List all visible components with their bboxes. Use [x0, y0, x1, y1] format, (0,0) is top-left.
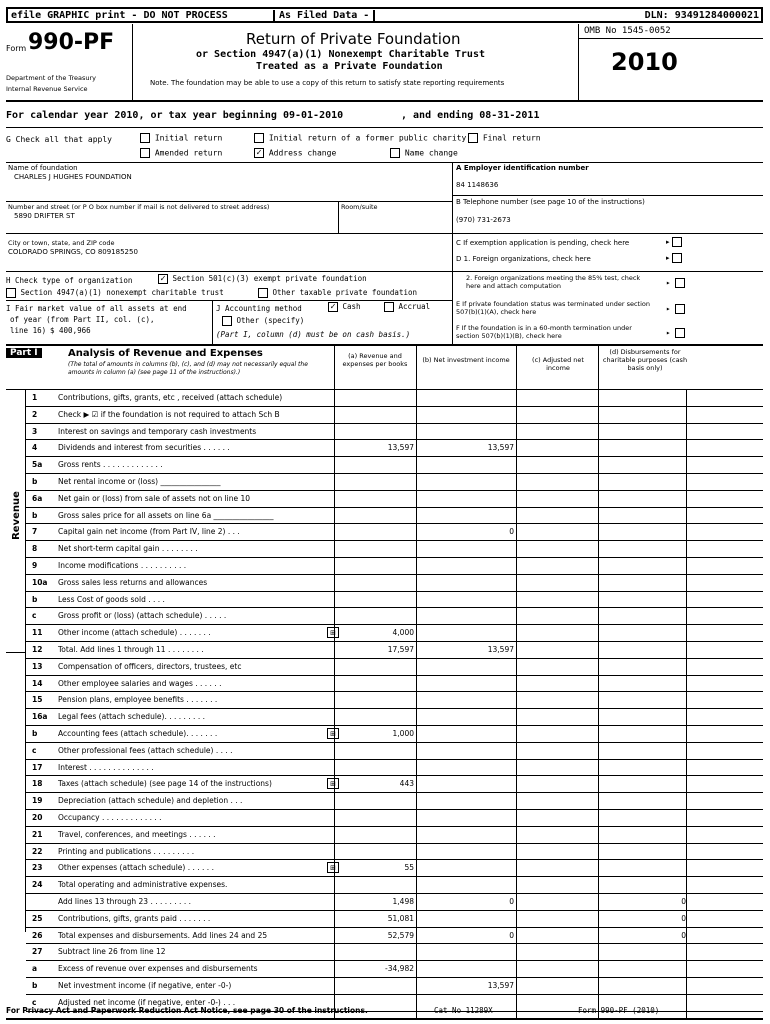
row-number: b — [32, 729, 38, 738]
dln-text: DLN: 93491284000021 — [644, 10, 759, 21]
row-number: 8 — [32, 544, 38, 554]
form-prefix: Form — [6, 44, 27, 53]
row-number: 22 — [32, 846, 43, 856]
col-d-value: 0 — [681, 913, 686, 923]
f-label: F If the foundation is in a 60-month termination under section 507(b)(1)(B), check here — [456, 324, 632, 340]
row-number: 3 — [32, 426, 38, 436]
form-note: Note. The foundation may be able to use a copy of this return to satisfy state reporting requirements — [150, 79, 505, 87]
attachment-icon[interactable]: ⊞ — [327, 627, 339, 638]
table-row — [26, 424, 763, 441]
h-opt2-check[interactable]: Section 4947(a)(1) nonexempt charitable trust — [6, 288, 224, 298]
row-number: 26 — [32, 930, 43, 940]
name-change-check[interactable]: Name change — [390, 148, 458, 158]
d2-label: 2. Foreign organizations meeting the 85% test, check here and attach computation — [466, 274, 641, 290]
i-line3: line 16) — [10, 326, 47, 335]
row-number: c — [32, 997, 37, 1007]
col-a-value: 17,597 — [387, 645, 414, 654]
filed-text: As Filed Data - — [273, 10, 375, 21]
row-label: Income modifications . . . . . . . . . . — [58, 561, 187, 570]
c-label: C If exemption application is pending, check here — [456, 239, 630, 247]
row-label: Add lines 13 through 23 . . . . . . . . . — [58, 897, 191, 906]
row-number: b — [32, 594, 38, 604]
row-label: Interest . . . . . . . . . . . . . . — [58, 762, 154, 772]
e-check[interactable]: ▸ — [666, 304, 685, 314]
row-label: Net gain or (loss) from sale of assets not on line 10 — [58, 493, 251, 503]
col-b-value: 0 — [509, 930, 514, 940]
row-number: b — [32, 981, 38, 990]
row-number: 5a — [32, 460, 43, 470]
e-label: E If private foundation status was terminated under section 507(b)(1)(A), check here — [456, 300, 651, 316]
g-label: G Check all that apply — [6, 135, 112, 144]
dept-line2: Internal Revenue Service — [6, 85, 88, 93]
col-d-value: 0 — [681, 897, 686, 906]
col-c-header: (c) Adjusted net income — [532, 356, 584, 372]
d1-label: D 1. Foreign organizations, check here — [456, 255, 591, 263]
city-state-zip: COLORADO SPRINGS, CO 809185250 — [8, 248, 138, 256]
h-opt1-check[interactable]: ✓ Section 501(c)(3) exempt private foundation — [158, 274, 367, 284]
row-number: 17 — [32, 762, 43, 772]
row-number: c — [32, 745, 37, 755]
row-label: Contributions, gifts, grants, etc , received (attach schedule) — [58, 393, 283, 402]
row-label: Gross rents . . . . . . . . . . . . . — [58, 460, 163, 470]
row-number: b — [32, 477, 38, 486]
col-b-value: 13,597 — [487, 981, 514, 990]
calendar-line — [6, 106, 763, 128]
row-label: Capital gain net income (from Part IV, line 2) . . . — [58, 527, 240, 537]
table-row — [26, 608, 763, 625]
col-a-header: (a) Revenue and expenses per books — [342, 352, 408, 368]
street-label: Number and street (or P O box number if mail is not delivered to street address) — [8, 203, 270, 211]
table-row — [26, 894, 763, 911]
table-row — [26, 827, 763, 844]
row-number: 4 — [32, 443, 38, 453]
form-subtitle2: Treated as a Private Foundation — [256, 61, 443, 72]
row-label: Occupancy . . . . . . . . . . . . . — [58, 813, 162, 822]
row-label: Net investment income (if negative, enter -0-) — [58, 981, 232, 990]
col-a-value: 443 — [399, 779, 414, 789]
row-label: Other expenses (attach schedule) . . . . . . — [58, 863, 214, 873]
form-footer: Form 990-PF (2010) — [578, 1006, 660, 1015]
org-block — [6, 162, 763, 272]
row-number: 13 — [32, 661, 43, 671]
calendar-text: For calendar year 2010, or tax year beginning 09-01-2010 — [6, 110, 344, 121]
initial-former-check[interactable]: Initial return of a former public charity — [254, 133, 466, 143]
row-number: 10a — [32, 577, 48, 587]
final-return-check[interactable]: Final return — [468, 133, 541, 143]
form-header — [6, 24, 763, 102]
row-label: Gross sales less returns and allowances — [58, 577, 208, 587]
row-label: Check ▶ ☑ if the foundation is not required to attach Sch B — [58, 409, 280, 419]
initial-return-check[interactable]: Initial return — [140, 133, 222, 143]
phone-label: B Telephone number (see page 10 of the instructions) — [456, 198, 645, 206]
col-d-header: (d) Disbursements for charitable purposes (cash basis only) — [602, 348, 688, 372]
row-number: 7 — [32, 527, 38, 537]
name-label: Name of foundation — [8, 164, 78, 172]
row-label: Total. Add lines 1 through 11 . . . . . . . . — [58, 645, 204, 654]
row-number: 21 — [32, 829, 43, 839]
part1-title-note: (The total of amounts in columns (b), (c), and (d) may not necessarily equal the amounts in column (a) (see page 11 of the instructions).) — [68, 361, 308, 376]
row-label: Subtract line 26 from line 12 — [58, 947, 166, 957]
part1-title: Analysis of Revenue and Expenses — [68, 348, 263, 359]
h-label: H Check type of organization — [6, 276, 133, 285]
ein-label: A Employer identification number — [456, 164, 589, 172]
j-note: (Part I, column (d) must be on cash basis.) — [216, 330, 411, 339]
row-number: 12 — [32, 645, 43, 654]
row-label: Total expenses and disbursements. Add lines 24 and 25 — [58, 930, 268, 940]
row-number: 23 — [32, 863, 43, 873]
row-label: Other income (attach schedule) . . . . . . . — [58, 628, 211, 638]
tax-year: 2010 — [611, 48, 678, 76]
attachment-icon[interactable]: ⊞ — [327, 778, 339, 789]
table-row — [26, 961, 763, 978]
row-number: 1 — [32, 393, 38, 402]
row-number: 18 — [32, 779, 43, 789]
table-row — [26, 676, 763, 693]
col-a-value: 51,081 — [387, 913, 414, 923]
j-label: J Accounting method — [216, 304, 302, 313]
table-row — [26, 575, 763, 592]
table-row — [26, 625, 763, 642]
table-row — [26, 776, 763, 793]
table-row — [26, 474, 763, 491]
row-number: c — [32, 611, 37, 621]
col-b-value: 13,597 — [487, 645, 514, 654]
table-row — [26, 541, 763, 558]
table-row — [26, 508, 763, 525]
col-a-value: 52,579 — [387, 930, 414, 940]
row-label: Gross profit or (loss) (attach schedule) . . . . . — [58, 611, 227, 621]
calendar-ending: , and ending 08-31-2011 — [401, 110, 540, 121]
h-opt3-check[interactable]: Other taxable private foundation — [258, 288, 417, 298]
dept-line1: Department of the Treasury — [6, 74, 97, 82]
table-row — [26, 692, 763, 709]
col-a-value: 1,000 — [392, 729, 414, 738]
c-check[interactable]: ▸ — [666, 237, 682, 247]
street-address: 5890 DRIFTER ST — [14, 212, 75, 220]
hij-block — [6, 272, 763, 344]
col-a-value: 1,498 — [392, 897, 414, 906]
j-other-check[interactable]: Other (specify) — [222, 316, 304, 326]
row-label: Depreciation (attach schedule) and depletion . . . — [58, 796, 243, 806]
city-label: City or town, state, and ZIP code — [8, 239, 115, 247]
row-label: Contributions, gifts, grants paid . . . . . . . — [58, 913, 211, 923]
row-number: 19 — [32, 796, 43, 806]
row-number: a — [32, 964, 38, 974]
row-label: Less Cost of goods sold . . . . — [58, 594, 165, 604]
table-row — [26, 793, 763, 810]
attachment-icon[interactable]: ⊞ — [327, 862, 339, 873]
row-label: Net rental income or (loss) ________________ — [58, 477, 221, 486]
amended-return-check[interactable]: Amended return — [140, 148, 222, 158]
table-row — [26, 928, 763, 945]
i-value: $ 400,966 — [50, 326, 91, 335]
address-change-check[interactable]: ✓ Address change — [254, 148, 336, 158]
row-number: 16a — [32, 712, 48, 722]
table-row — [26, 709, 763, 726]
table-row — [26, 760, 763, 777]
row-number: 24 — [32, 880, 43, 890]
part1-tag: Part I — [6, 348, 42, 358]
omb-number: OMB No 1545-0052 — [584, 26, 671, 36]
row-label: Dividends and interest from securities . . . . . . — [58, 443, 230, 453]
foundation-name: CHARLES J HUGHES FOUNDATION — [14, 173, 132, 181]
table-row — [26, 524, 763, 541]
row-label: Travel, conferences, and meetings . . . . . . — [58, 829, 216, 839]
row-label: Printing and publications . . . . . . . . . — [58, 846, 195, 856]
table-row — [26, 743, 763, 760]
f-check[interactable]: ▸ — [666, 328, 685, 338]
col-b-value: 0 — [509, 527, 514, 537]
table-row — [26, 558, 763, 575]
row-number: 9 — [32, 561, 38, 570]
table-row — [26, 390, 763, 407]
row-number: 6a — [32, 493, 43, 503]
table-row — [26, 457, 763, 474]
footer — [6, 1006, 763, 1024]
g-checks — [6, 132, 763, 162]
revenue-side-label — [6, 390, 26, 652]
table-row — [26, 844, 763, 861]
attachment-icon[interactable]: ⊞ — [327, 728, 339, 739]
row-number: 11 — [32, 628, 43, 638]
row-label: Gross sales price for all assets on line 6a ________________ — [58, 510, 274, 520]
row-number: 27 — [32, 947, 43, 957]
form-number: 990-PF — [28, 30, 115, 55]
row-label: Total operating and administrative expenses. — [58, 880, 228, 890]
row-label: Interest on savings and temporary cash investments — [58, 426, 257, 436]
cat-number: Cat No 11289X — [434, 1006, 493, 1015]
table-row — [26, 592, 763, 609]
table-row — [26, 726, 763, 743]
row-number: 14 — [32, 678, 43, 688]
expenses-side-label — [6, 652, 26, 932]
row-number: 2 — [32, 409, 38, 419]
row-label: Adjusted net income (if negative, enter -0-) . . . — [58, 997, 236, 1007]
col-a-value: -34,982 — [385, 964, 414, 974]
col-b-value: 13,597 — [487, 443, 514, 453]
d1-check[interactable]: ▸ — [666, 253, 682, 263]
row-number: 25 — [32, 913, 43, 923]
ein-value: 84 1148636 — [456, 181, 499, 189]
table-row — [26, 659, 763, 676]
col-a-value: 4,000 — [392, 628, 414, 638]
row-number: b — [32, 510, 38, 520]
table-row — [26, 978, 763, 995]
table-row — [26, 491, 763, 508]
form-subtitle1: or Section 4947(a)(1) Nonexempt Charitable Trust — [196, 49, 485, 60]
col-b-header: (b) Net investment income — [422, 356, 510, 364]
efile-text: efile GRAPHIC print - DO NOT PROCESS — [11, 10, 228, 21]
table-row — [26, 810, 763, 827]
i-line1: I Fair market value of all assets at end — [6, 304, 187, 313]
table-row — [26, 860, 763, 877]
table-row — [26, 440, 763, 457]
col-a-value: 55 — [404, 863, 414, 873]
efile-banner — [6, 7, 763, 23]
d2-check[interactable]: ▸ — [666, 278, 685, 288]
col-a-value: 13,597 — [387, 443, 414, 453]
row-label: Other professional fees (attach schedule) . . . . — [58, 745, 233, 755]
row-label: Excess of revenue over expenses and disbursements — [58, 964, 258, 974]
j-accrual-check[interactable]: Accrual — [384, 302, 430, 312]
row-label: Net short-term capital gain . . . . . . . . — [58, 544, 198, 554]
row-label: Taxes (attach schedule) (see page 14 of the instructions) — [58, 779, 272, 789]
row-label: Other employee salaries and wages . . . . . . — [58, 678, 222, 688]
col-b-value: 0 — [509, 897, 514, 906]
row-label: Accounting fees (attach schedule). . . . . . . — [58, 729, 218, 738]
table-row — [26, 944, 763, 961]
i-line2: of year (from Part II, col. (c), — [10, 315, 155, 324]
phone-value: (970) 731-2673 — [456, 216, 511, 224]
table-row — [26, 407, 763, 424]
row-label: Compensation of officers, directors, trustees, etc — [58, 661, 242, 671]
form-title: Return of Private Foundation — [246, 30, 461, 48]
table-row — [26, 877, 763, 894]
row-number: 20 — [32, 813, 43, 822]
part1-header — [6, 344, 763, 390]
revenue-label: Revenue — [10, 491, 22, 540]
privacy-notice: For Privacy Act and Paperwork Reduction Act Notice, see page 30 of the instructions. — [6, 1006, 368, 1015]
room-label: Room/suite — [341, 203, 378, 211]
table-row — [26, 911, 763, 928]
col-d-value: 0 — [681, 930, 686, 940]
j-cash-check[interactable]: ✓ Cash — [328, 302, 361, 312]
row-label: Pension plans, employee benefits . . . . . . . — [58, 695, 218, 705]
row-number: 15 — [32, 695, 43, 705]
row-label: Legal fees (attach schedule). . . . . . . . . — [58, 712, 205, 722]
table-row — [26, 642, 763, 659]
